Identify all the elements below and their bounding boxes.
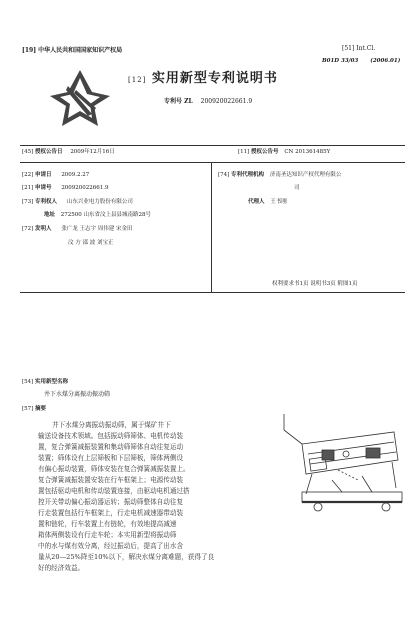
patent-no-label: 专利号 ZL <box>164 98 193 105</box>
abstract-label: 摘要 <box>35 406 47 412</box>
abstract-line: 井下水煤分离振动振动筛，属于煤矿井下 <box>52 421 171 429</box>
filed-row <box>22 173 89 179</box>
classification-date: (2006.01) <box>370 58 401 64</box>
doc-type: 实用新型专利说明书 <box>151 71 278 86</box>
intcl-code: [51] <box>342 45 355 52</box>
abstract-code: [57] <box>22 406 34 412</box>
app-code: [21] <box>22 185 34 191</box>
inventor-row <box>22 227 133 233</box>
pub-no: CN 201361485Y <box>284 149 331 155</box>
title-label-row <box>22 380 68 386</box>
pub-label: 授权公告日 <box>35 149 63 155</box>
intcl-row <box>342 46 375 52</box>
patentee-label: 专利权人 <box>35 199 58 205</box>
intcl-label: Int.Cl. <box>356 45 376 52</box>
patentee-row <box>22 200 133 206</box>
pub-date: 2009年12月16日 <box>70 149 115 155</box>
inventor-code: [72] <box>22 226 34 232</box>
app-label: 申请号 <box>35 185 52 191</box>
title-code: [54] <box>22 379 34 385</box>
address: 272500 山东省汶上县县城南路28号 <box>60 212 152 218</box>
app-no-row <box>22 186 109 192</box>
app-no: 200920022661.9 <box>61 185 109 191</box>
pub-no-row <box>238 150 330 156</box>
patentee: 山东兴业电力股份有限公司 <box>66 199 133 205</box>
office-name: 中华人民共和国国家知识产权局 <box>38 47 123 54</box>
abstract-line: 中的水与煤有效分离，经过振动后，提高了出水含 <box>38 542 184 550</box>
abstract-line: 装置；筛体设有上层筛板和下层筛板，筛体两侧设 <box>38 454 184 462</box>
patent-no: 200920022661.9 <box>200 98 253 105</box>
doc-type-title <box>128 72 278 85</box>
pub-code: [45] <box>22 149 34 155</box>
inventor-label: 发明人 <box>35 226 52 232</box>
office-code: [19] <box>22 47 37 54</box>
divider-top <box>20 145 405 146</box>
patentee-code: [73] <box>22 199 34 205</box>
sipo-logo-icon <box>48 68 112 128</box>
divider-2 <box>20 162 405 163</box>
abstract-line: 置和链轮，行车装置上有链轮，有效地提高减速 <box>38 520 177 528</box>
agency-label: 专利代理机构 <box>231 172 265 178</box>
inventors-line2: 汶 方 邵 波 刘宝正 <box>68 240 114 246</box>
drawing-figure <box>262 410 410 520</box>
pages-note: 权利要求书1页 说明书3页 附图1页 <box>272 281 358 287</box>
patent-no-row <box>164 99 252 105</box>
inventors-line2-row <box>68 241 114 247</box>
abstract-line: 好的经济效益。 <box>38 564 85 572</box>
column-divider <box>211 162 212 292</box>
filed-code: [22] <box>22 172 34 178</box>
address-label: 地址 <box>44 212 56 218</box>
abstract-line: 箱体两侧装设有行走车轮；本实用新型将振动筛 <box>38 531 177 539</box>
abstract-text <box>38 420 270 574</box>
abstract-line: 控开关带动偏心振动器运转；振动筛整体自动往复 <box>38 498 184 506</box>
abstract-line: 复合弹簧减振装置安装在行车框架上；电源传动装 <box>38 476 184 484</box>
sipo-logo <box>48 68 112 128</box>
agency-line2: 司 <box>294 185 300 191</box>
pub-date-row <box>22 150 115 156</box>
agency-code: [74] <box>218 172 230 178</box>
abstract-line: 置包括驱动电机和传动装置连接，由驱动电机通过搭 <box>38 487 190 495</box>
inventors-line1: 张广龙 王志宇 周伟建 宋金田 <box>61 226 133 232</box>
title-label: 实用新型名称 <box>35 379 69 385</box>
vibrating-screen-drawing <box>262 410 410 520</box>
abstract-line: 量从20—25%降至10%以下，解决水煤分离难题，获得了良 <box>38 553 215 561</box>
abstract-line: 有偏心振动装置，筛体安装在复合弹簧减振装置上。 <box>38 465 190 473</box>
agent-label: 代理人 <box>248 199 265 205</box>
abstract-line: 行走装置包括行车框架上，行走电机减速器带动装 <box>38 509 184 517</box>
agent: 王书刚 <box>270 199 287 205</box>
utility-title: 井下水煤分离振动振动筛 <box>44 391 111 398</box>
agency-line1: 济南圣达知识产权代理有限公 <box>269 172 342 178</box>
classification: B01D 33/03 <box>322 58 359 64</box>
doc-type-code: [12] <box>128 76 147 84</box>
agency-row <box>218 173 341 179</box>
agent-row <box>248 200 287 206</box>
abstract-line: 置，复合弹簧减振装置和集动筛筛体自动往复运动 <box>38 443 184 451</box>
classification-row <box>322 59 400 65</box>
filed-date: 2009.2.27 <box>61 172 90 178</box>
abstract-line: 输送设备技术领域。包括振动筛筛体、电机传动装 <box>38 432 184 440</box>
address-row <box>44 213 151 219</box>
filed-label: 申请日 <box>35 172 52 178</box>
divider-3 <box>20 292 405 293</box>
pub-no-label: 授权公告号 <box>251 149 279 155</box>
abstract-label-row <box>22 407 46 413</box>
pub-no-code: [11] <box>238 149 250 155</box>
office-header <box>22 48 122 54</box>
agency-line2-row <box>294 186 300 192</box>
